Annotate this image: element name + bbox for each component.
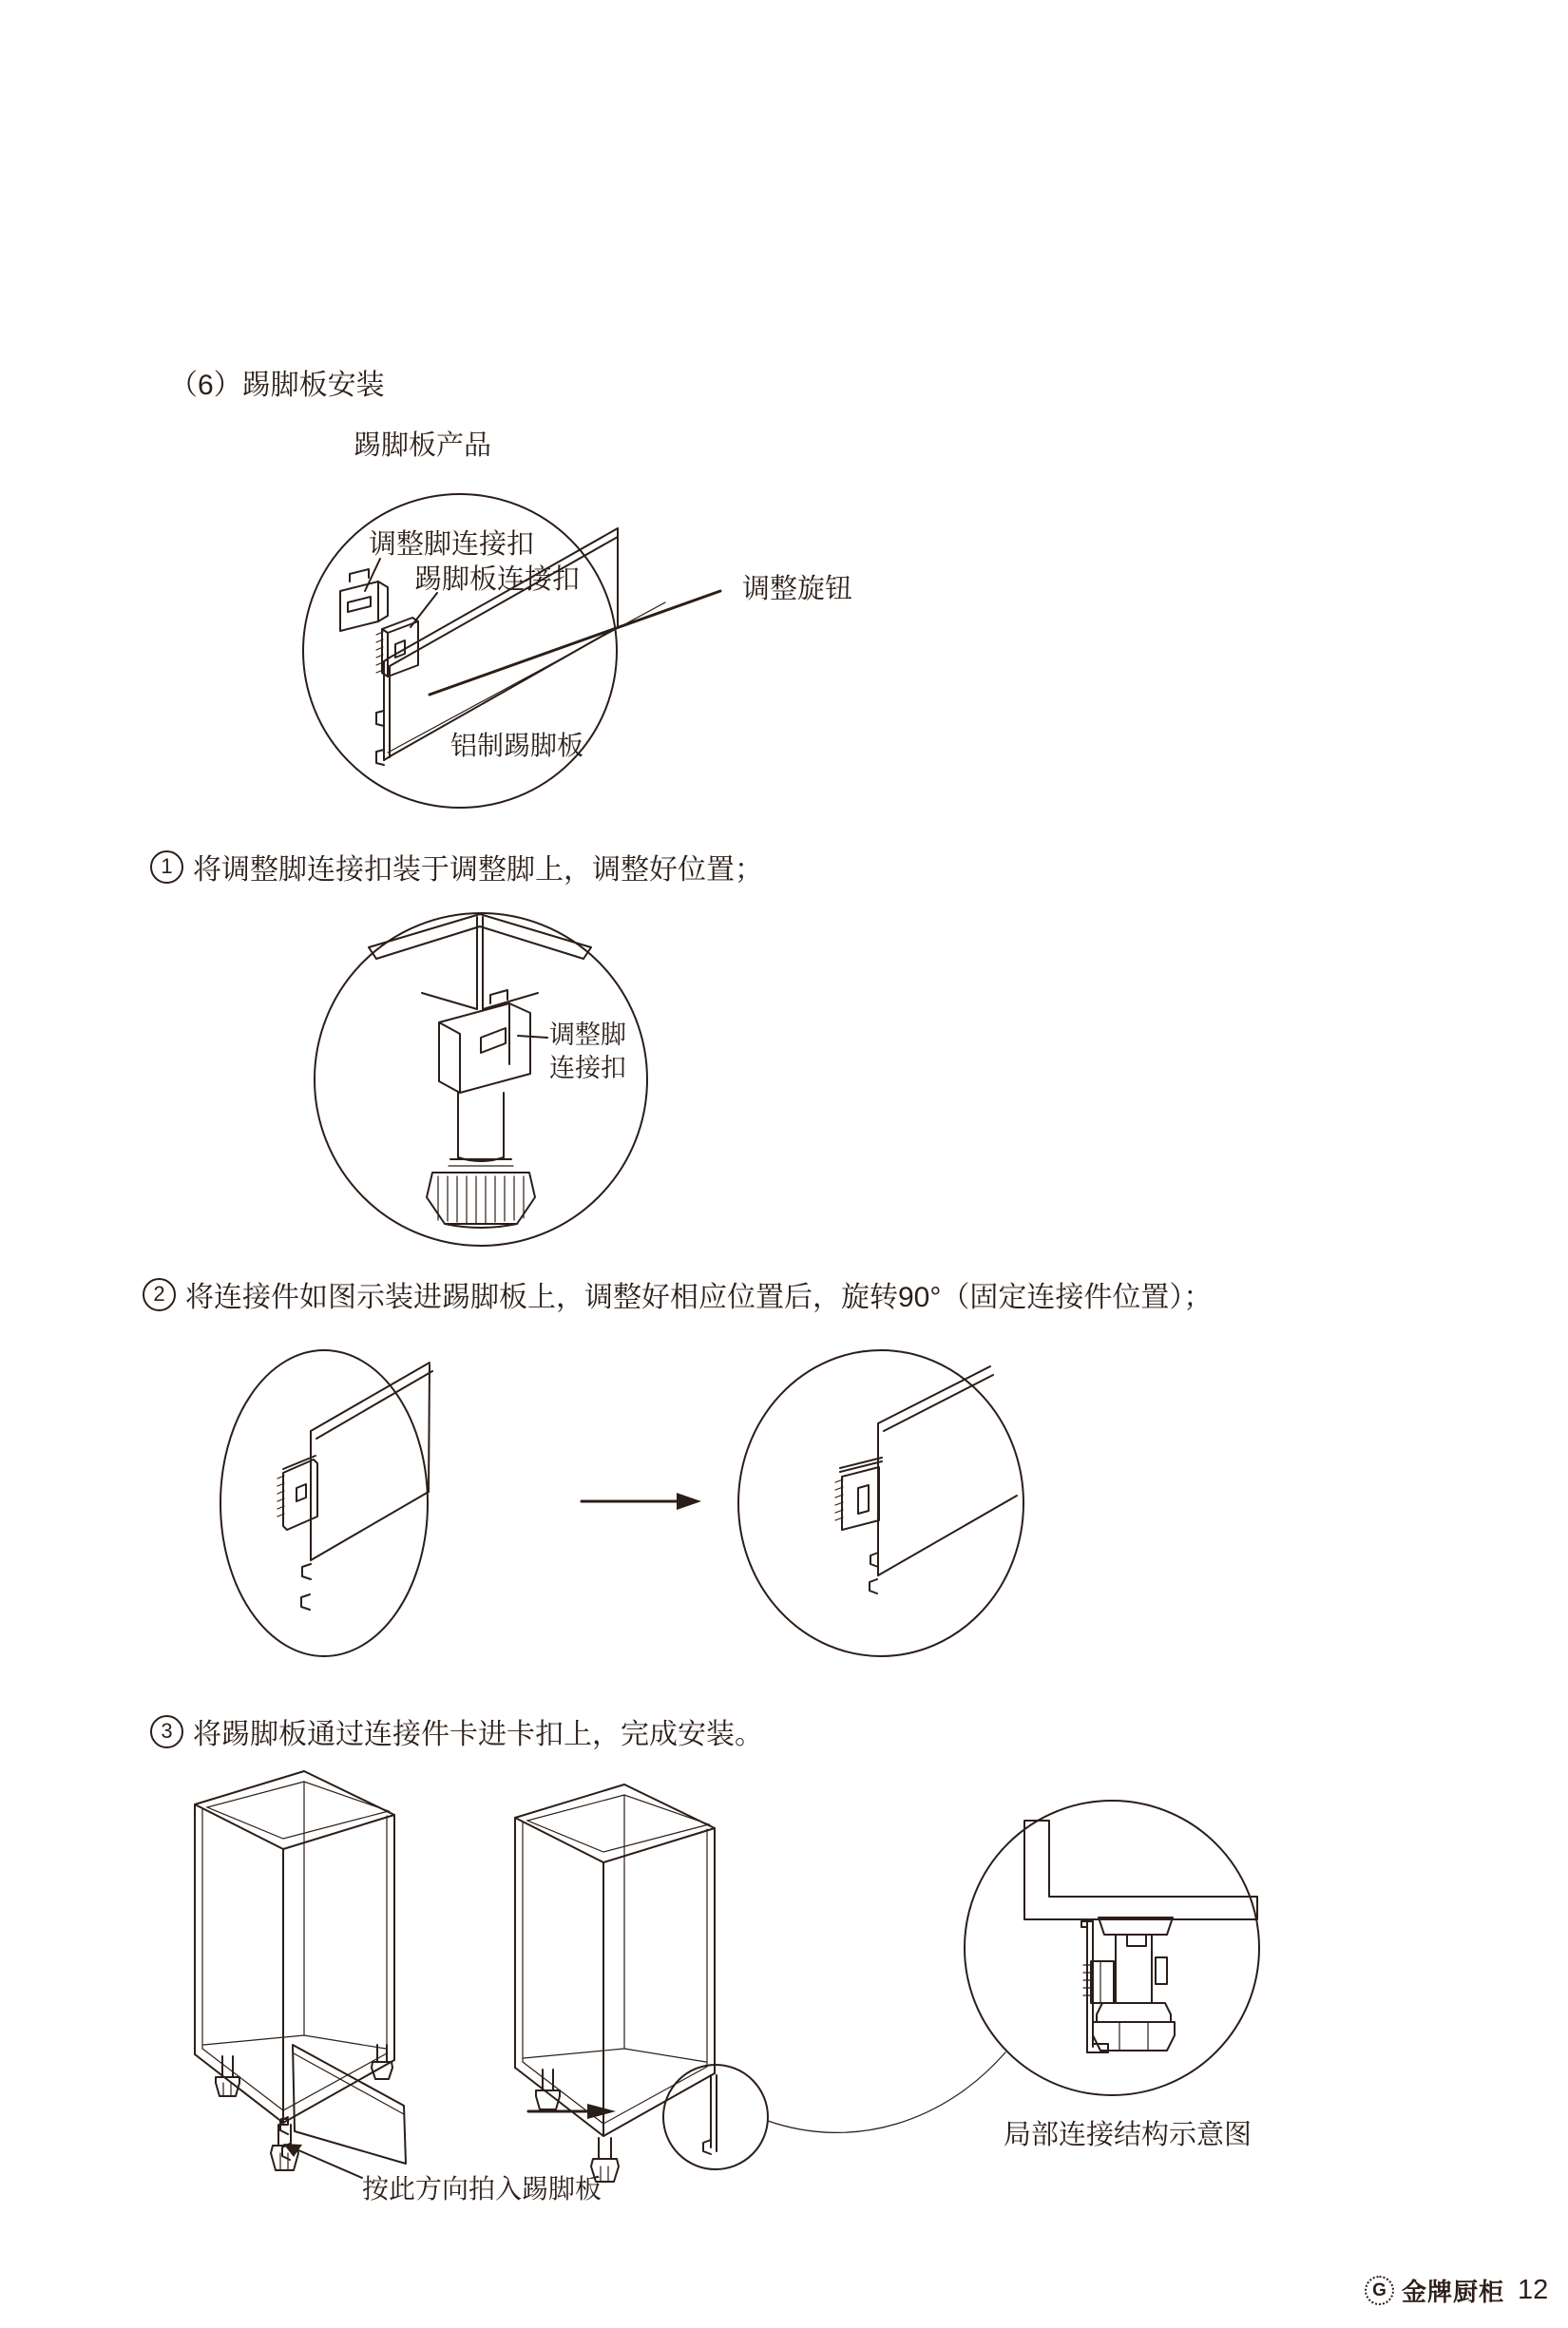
step-2	[143, 1273, 1212, 1315]
detail-caption-label: 局部连接结构示意图	[1004, 2120, 1252, 2150]
step-3-text: 将踢脚板通过连接件卡进卡扣上，完成安装。	[193, 1719, 763, 1750]
step-2-text: 将连接件如图示装进踢脚板上，调整好相应位置后，旋转90°（固定连接件位置）；	[185, 1282, 1213, 1313]
step-1	[150, 846, 763, 887]
step-1-text: 将调整脚连接扣装于调整脚上，调整好位置；	[193, 854, 763, 886]
brand-logo-letter: G	[1372, 2280, 1386, 2300]
step-2-number: 2	[143, 1278, 176, 1311]
step-1-number: 1	[150, 850, 183, 884]
page-footer	[1365, 2273, 1548, 2308]
brand-name: 金牌厨柜	[1402, 2278, 1505, 2306]
product-diagram-title: 踢脚板产品	[354, 430, 492, 461]
foot-clip-label-line2: 连接扣	[549, 1053, 626, 1082]
label-kickboard-clip: 踢脚板连接扣	[414, 564, 581, 595]
step-3-number: 3	[150, 1715, 183, 1748]
label-adjust-foot-clip: 调整脚连接扣	[369, 529, 535, 560]
step-3	[150, 1710, 763, 1752]
installation-diagram	[166, 1758, 1421, 2223]
kickboard-product-diagram	[257, 466, 789, 827]
label-adjust-knob: 调整旋钮	[742, 574, 853, 604]
push-direction-label: 按此方向拍入踢脚板	[362, 2174, 602, 2204]
connector-rotate-diagram	[209, 1338, 1045, 1670]
section-heading: （6）踢脚板安装	[169, 370, 385, 401]
brand-logo-icon	[1365, 2276, 1394, 2305]
foot-clip-label	[549, 1019, 626, 1084]
page-number: 12	[1518, 2275, 1549, 2305]
foot-clip-label-line1: 调整脚	[549, 1021, 626, 1049]
label-aluminum-kickboard: 铝制踢脚板	[450, 731, 584, 760]
